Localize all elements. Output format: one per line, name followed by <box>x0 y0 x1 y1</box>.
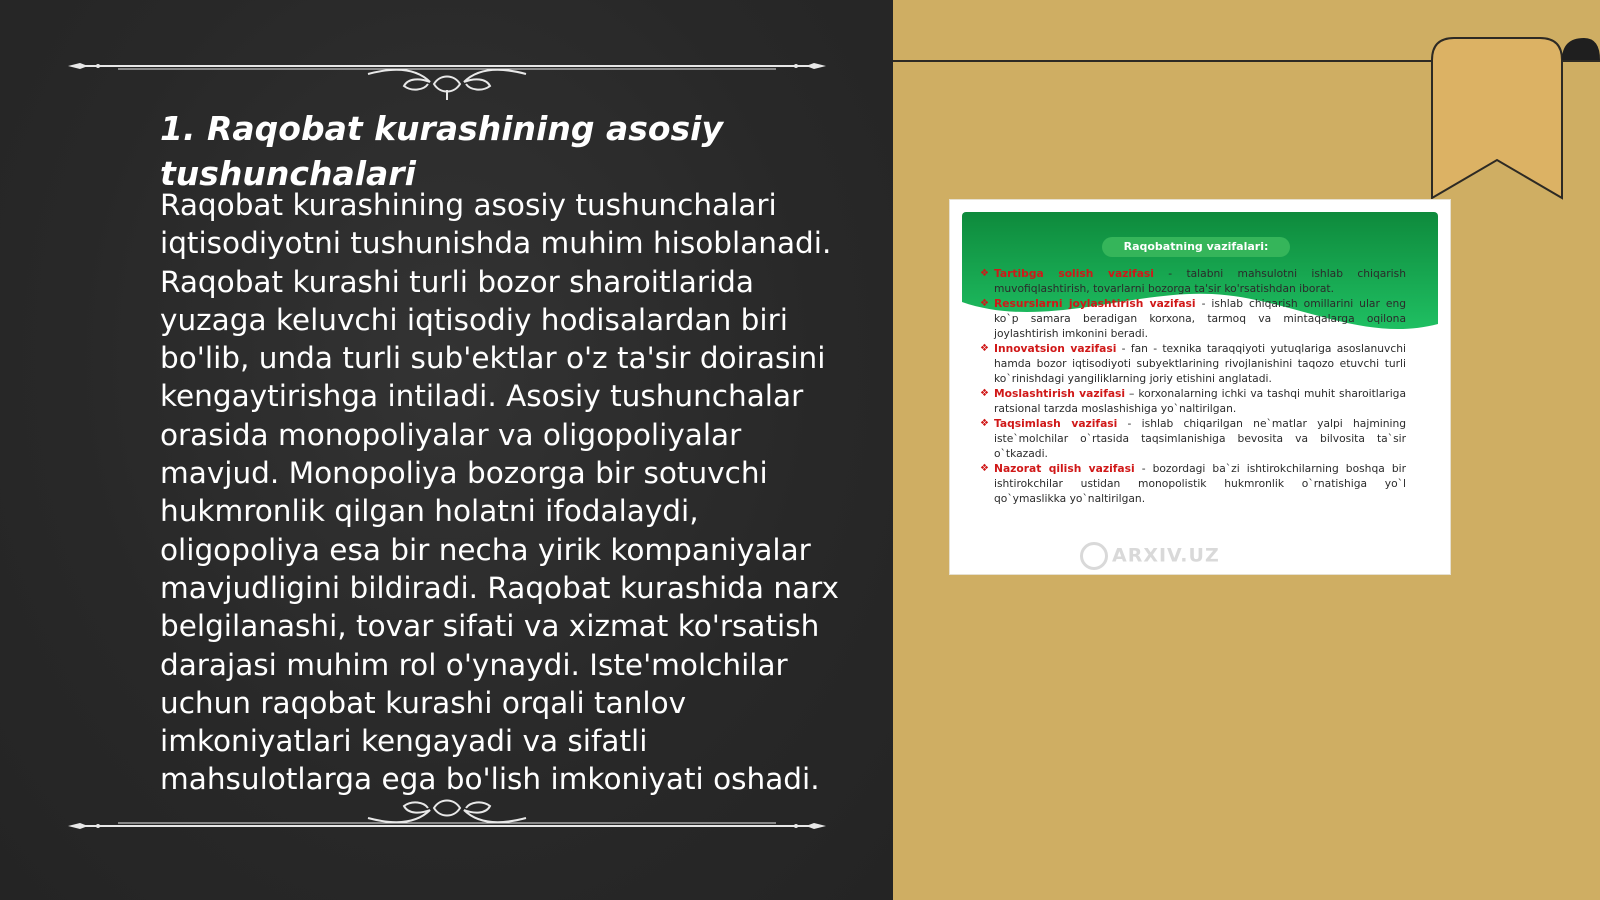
item-term: Tartibga solish vazifasi <box>994 267 1154 280</box>
item-term: Moslashtirish vazifasi <box>994 387 1126 400</box>
list-item <box>980 386 1407 416</box>
diamond-bullet-icon: ❖ <box>980 388 989 399</box>
item-text: - fan - texnika taraqqiyoti yutuqlariga asoslanuvchi hamda bozor iqtisodiyoti subyektlarining rivojlanishini taqozo etuvchi turli ko`rinishdagi yangiliklarning joriy etishini anglatadi. <box>994 342 1406 385</box>
item-text: - ishlab chiqarilgan ne`matlar yalpi hajmining iste`molchilar o`rtasida taqsimlanishiga bevosita va bilvosita ta`sir o`tkazadi. <box>994 417 1406 460</box>
diamond-bullet-icon: ❖ <box>980 418 989 429</box>
list-item <box>980 461 1406 506</box>
infographic-list <box>980 266 1407 506</box>
item-term: Resurslarni joylashtirish vazifasi <box>994 297 1196 310</box>
diamond-bullet-icon: ❖ <box>980 298 989 309</box>
list-item <box>980 266 1406 296</box>
infographic-title: Raqobatning vazifalari: <box>1102 237 1290 257</box>
slide-title: 1. Raqobat kurashining asosiy tushunchalari <box>160 109 723 193</box>
item-text: - ishlab chiqarish omillarini ular eng ko`p samara beradigan korxona, tarmoq va mintaqalarga oqilona joylashtirish imkonini beradi. <box>994 297 1406 340</box>
item-text: - bozordagi ba`zi ishtirokchilarning boshqa bir ishtirokchilar ustidan monopolistik hukmronlik o`rnatishiga yo`l qo`ymaslikka yo`naltirilgan. <box>994 462 1406 505</box>
list-item <box>980 416 1406 461</box>
top-ornament-divider <box>68 40 826 100</box>
list-item <box>980 296 1406 341</box>
item-term: Innovatsion vazifasi <box>994 342 1117 355</box>
item-text: - talabni mahsulotni ishlab chiqarish muvofiqlashtirish, tovarlarni bozorga ta'sir ko'rsatishdan iborat. <box>994 267 1406 295</box>
diamond-bullet-icon: ❖ <box>980 268 989 279</box>
slide-body-text: Raqobat kurashining asosiy tushunchalari iqtisodiyotni tushunishda muhim hisoblanadi. Raqobat kurashi turli bozor sharoitlarida yuzaga keluvchi iqtisodiy hodisalardan biri bo'lib, unda turli sub'ektlar o'z ta'sir doirasini kengaytirishga intiladi. Asosiy tushunchalar orasida monopoliyalar va oligopoliyalar mavjud. Monopoliya bozorga bir sotuvchi hukmronlik qilgan holatni ifodalaydi, oligopoliya esa bir necha yirik kompaniyalar mavjudligini bildiradi. Raqobat kurashida narx belgilanashi, tovar sifati va xizmat ko'rsatish darajasi muhim rol o'ynaydi. Iste'molchilar uchun raqobat kurashi orqali tanlov imkoniyatlari kengayadi va sifatli mahsulotlarga ega bo'lish imkoniyati oshadi. <box>160 188 839 797</box>
watermark-circle-icon <box>1080 542 1108 570</box>
infographic-image <box>950 200 1450 574</box>
watermark-logo <box>1080 542 1320 570</box>
diamond-bullet-icon: ❖ <box>980 463 989 474</box>
bookmark-ribbon-icon <box>1420 30 1600 210</box>
list-item <box>980 341 1406 386</box>
diamond-bullet-icon: ❖ <box>980 343 989 354</box>
item-term: Nazorat qilish vazifasi <box>994 462 1135 475</box>
watermark-text: ARXIV.UZ <box>1112 544 1220 567</box>
item-text: – korxonalarning ichki va tashqi muhit sharoitlariga ratsional tarzda moslashishiga yo`naltirilgan. <box>994 387 1407 415</box>
item-term: Taqsimlash vazifasi <box>994 417 1118 430</box>
